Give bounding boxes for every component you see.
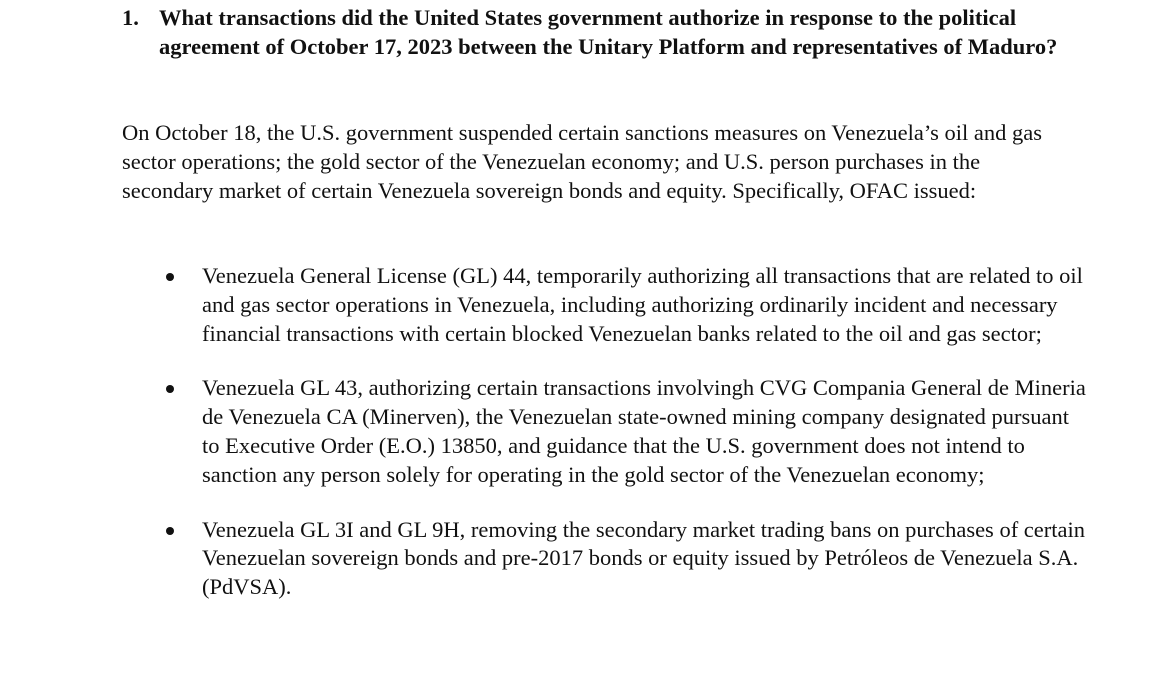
question-heading xyxy=(122,4,1062,61)
license-list xyxy=(160,262,1090,602)
bullet-icon xyxy=(166,527,174,535)
bullet-icon xyxy=(166,273,174,281)
list-item xyxy=(160,516,1090,602)
list-item xyxy=(160,262,1090,348)
intro-paragraph: On October 18, the U.S. government suspended certain sanctions measures on Venezuela’s oil and gas sector operations; the gold sector of the Venezuelan economy; and U.S. person purchases in the secondary market of certain Venezuela sovereign bonds and equity. Specifically, OFAC issued: xyxy=(122,120,1042,203)
question-number: 1. xyxy=(122,5,139,30)
question-text: What transactions did the United States government authorize in response to the political agreement of October 17, 2023 between the Unitary Platform and representatives of Maduro? xyxy=(159,5,1058,59)
list-item-text: Venezuela GL 43, authorizing certain transactions involvingh CVG Compania General de Mineria de Venezuela CA (Minerven), the Venezuelan state-owned mining company designated pursuant to Executive Order (E.O.) 13850, and guidance that the U.S. government does not intend to sanction any person solely for operating in the gold sector of the Venezuelan economy; xyxy=(202,375,1086,487)
list-item-text: Venezuela GL 3I and GL 9H, removing the secondary market trading bans on purchases of certain Venezuelan sovereign bonds and pre-2017 bonds or equity issued by Petróleos de Venezuela S.A. (PdVSA). xyxy=(202,516,1086,600)
bullet-icon xyxy=(166,385,174,393)
list-item xyxy=(160,374,1090,489)
list-item-text: Venezuela General License (GL) 44, temporarily authorizing all transactions that are related to oil and gas sector operations in Venezuela, including authorizing ordinarily incident and necessary financial transactions with certain blocked Venezuelan banks related to the oil and gas sector; xyxy=(202,263,1083,346)
